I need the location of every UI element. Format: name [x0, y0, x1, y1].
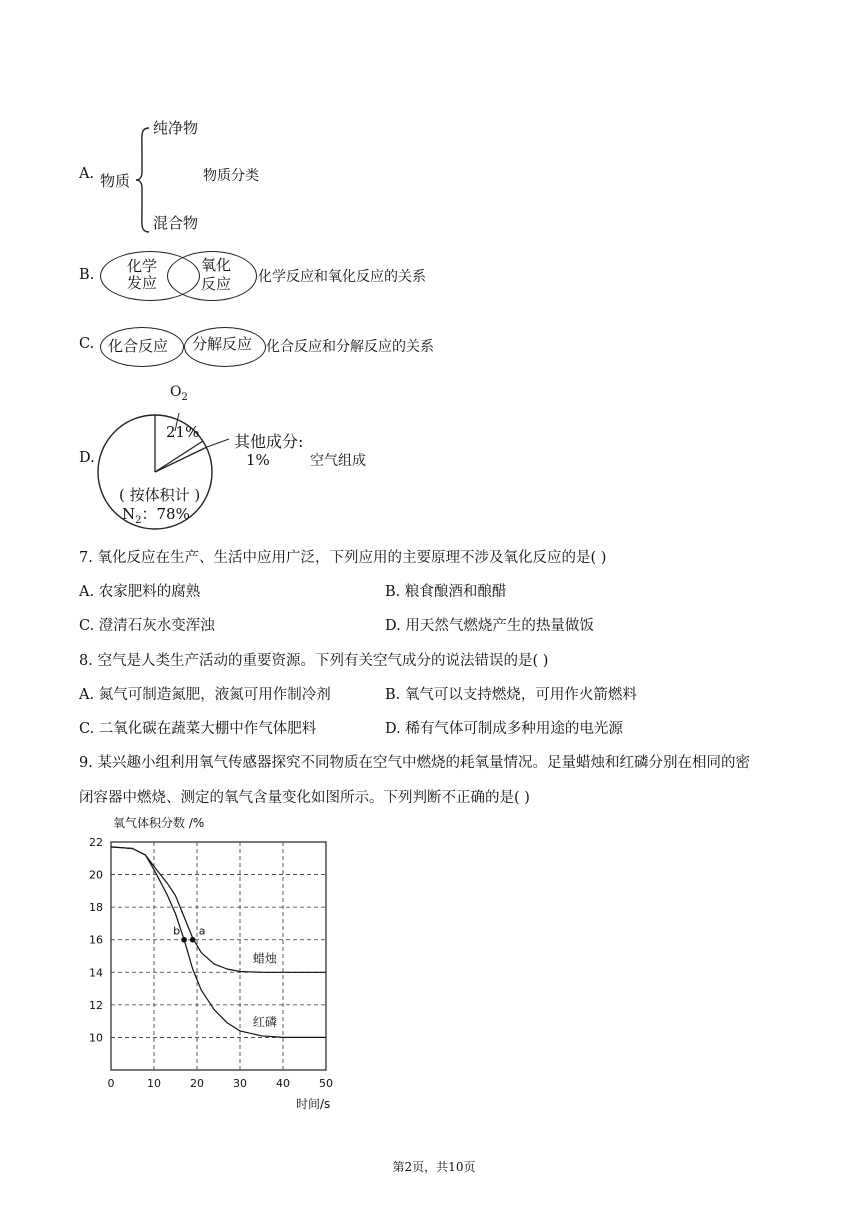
y-tick-label: 12 [89, 998, 103, 1012]
option-c-letter: C. [79, 336, 95, 352]
option-b-caption: 化学反应和氧化反应的关系 [258, 269, 426, 285]
series-label-1: 蜡烛 [252, 951, 277, 966]
q8-option-d: D. 稀有气体可制成多种用途的电光源 [385, 721, 623, 737]
brace-icon [134, 124, 154, 236]
y-tick-label: 16 [89, 933, 103, 947]
q9-line-2: 闭容器中燃烧、测定的氧气含量变化如图所示。下列判断不正确的是( ) [79, 790, 530, 806]
q8-stem: 8. 空气是人类生产活动的重要资源。下列有关空气成分的说法错误的是( ) [79, 653, 549, 669]
oxygen-line-chart [70, 808, 370, 1113]
x-tick-label: 30 [233, 1077, 247, 1090]
option-c-left-label: 化合反应 [108, 337, 169, 355]
option-a-letter: A. [79, 166, 95, 182]
y-tick-label: 10 [89, 1031, 103, 1045]
q7-option-a: A. 农家肥料的腐熟 [79, 584, 201, 600]
other-label: 其他成分: [234, 432, 304, 451]
n2-label: $N_2$：78% [122, 505, 190, 526]
q8-option-b: B. 氧气可以支持燃烧，可用作火箭燃料 [385, 687, 637, 703]
option-b-letter: B. [79, 267, 95, 283]
x-tick-label: 50 [319, 1077, 333, 1090]
series-line-1 [111, 847, 326, 972]
y-tick-label: 20 [89, 868, 103, 882]
series-label-2: 红磷 [252, 1015, 277, 1030]
option-d-letter: D. [79, 450, 95, 466]
option-d-caption: 空气组成 [310, 453, 366, 469]
o2-percent: 21% [166, 423, 200, 441]
q8-option-c: C. 二氧化碳在蔬菜大棚中作气体肥料 [79, 721, 317, 737]
y-tick-label: 22 [89, 836, 103, 849]
x-tick-label: 40 [276, 1077, 290, 1090]
point-a [190, 937, 196, 943]
point-b [181, 937, 187, 943]
option-a-caption: 物质分类 [203, 168, 259, 184]
q7-option-b: B. 粮食酿酒和酿醋 [385, 584, 507, 600]
x-axis-label: 时间/s [296, 1097, 331, 1111]
plot-frame [111, 842, 326, 1070]
y-tick-label: 18 [89, 901, 103, 915]
q7-option-d: D. 用天然气燃烧产生的热量做饭 [385, 618, 594, 634]
series-line-2 [111, 847, 326, 1038]
q7-option-c: C. 澄清石灰水变浑浊 [79, 618, 215, 634]
basis-label: ( 按体积计 ) [119, 486, 201, 504]
option-a-bottom-label: 混合物 [153, 214, 199, 232]
q7-stem: 7. 氧化反应在生产、生活中应用广泛，下列应用的主要原理不涉及氧化反应的是( ) [79, 550, 607, 566]
x-tick-label: 0 [107, 1077, 115, 1090]
y-axis-label: 氧气体积分数 /% [113, 816, 205, 830]
q9-line-1: 9. 某兴趣小组利用氧气传感器探究不同物质在空气中燃烧的耗氧量情况。足量蜡烛和红磷分别在相同的密 [79, 755, 750, 771]
venn-right-label: 氧化 反应 [200, 256, 231, 293]
point-label-a: a [198, 924, 206, 938]
x-tick-label: 20 [190, 1077, 204, 1090]
page-footer: 第2页，共10页 [392, 1160, 476, 1174]
q8-option-a: A. 氮气可制造氮肥，液氮可用作制冷剂 [79, 687, 331, 703]
y-tick-label: 14 [89, 966, 103, 980]
x-tick-label: 10 [147, 1077, 161, 1090]
other-percent: 1% [246, 451, 270, 469]
venn-left-label: 化学 发应 [126, 257, 157, 292]
point-label-b: b [173, 924, 181, 938]
option-a-top-label: 纯净物 [153, 119, 199, 137]
option-c-caption: 化合反应和分解反应的关系 [266, 339, 434, 355]
o2-label: $O_2$ [170, 384, 188, 403]
option-a-whole-label: 物质 [100, 172, 131, 190]
option-c-right-label: 分解反应 [192, 335, 253, 353]
